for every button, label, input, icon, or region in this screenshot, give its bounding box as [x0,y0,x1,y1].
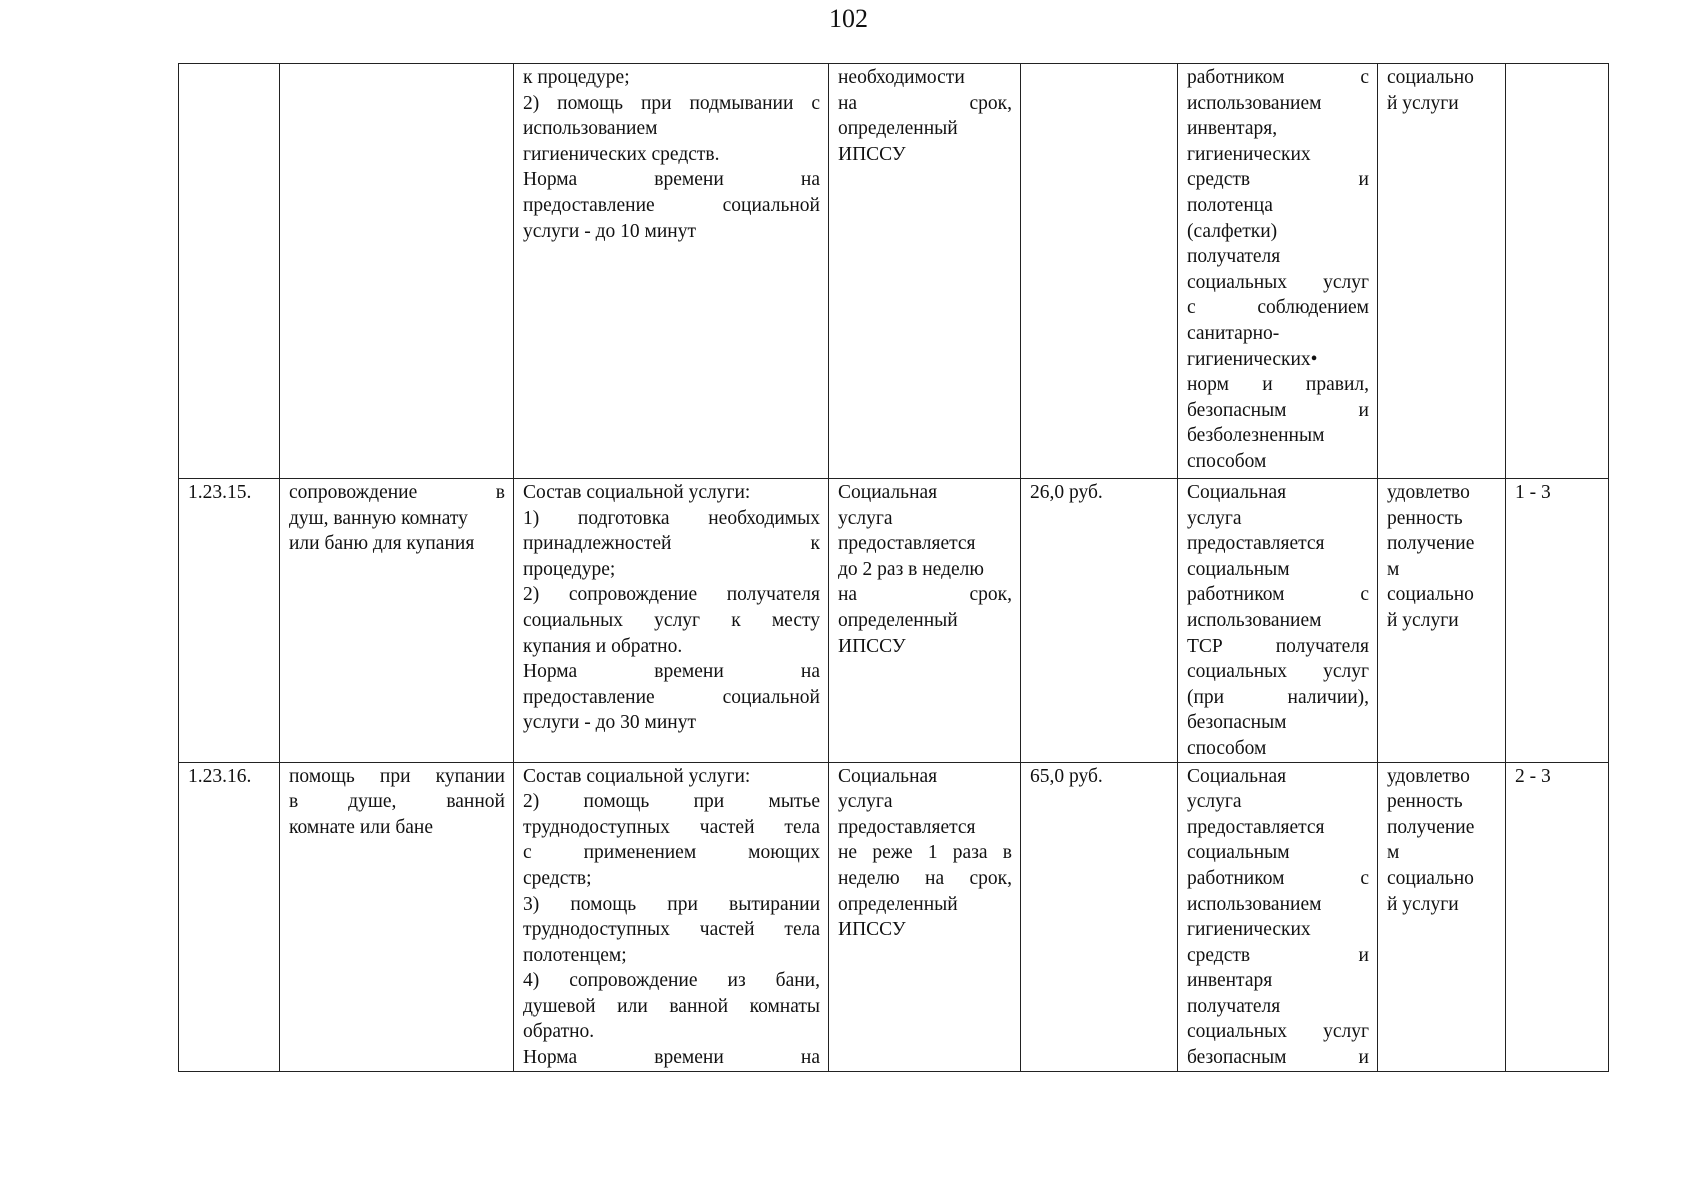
text-line: работником с [1187,67,1369,88]
text-line: социальных услуг [1187,271,1369,293]
text-line: Социальная [1187,765,1287,787]
text-line: услуга [1187,507,1242,529]
text-line: социально [1387,867,1474,889]
text-line: предоставляется [838,533,976,555]
text-line: 2) помощь при подмывании с [523,92,820,114]
text-line: Социальная [838,482,938,503]
text-line: на срок, [838,584,1012,606]
text-line: й услуги [1387,893,1459,915]
text-line: ТСР получателя [1187,635,1369,657]
text-line: использованием [1187,92,1322,114]
service-price-cell [1021,64,1178,479]
text-line: определенный [838,118,958,140]
text-line: инвентаря, [1187,118,1278,140]
text-line: ИПССУ [838,919,906,941]
text-line: труднодоступных частей тела [523,816,820,838]
text-line: помощь при купании [289,765,505,787]
text-line: Норма времени на [523,661,820,683]
text-line: использованием [523,118,658,140]
text-line: или баню для купания [289,533,475,555]
text-line: получателя [1187,995,1281,1017]
text-line: способом [1187,450,1267,472]
services-table [178,63,1609,1072]
text-line: на срок, [838,92,1012,114]
service-name-cell [280,64,514,479]
text-line: способом [1187,737,1267,759]
text-line: (при наличии), [1187,686,1369,708]
text-line: предоставление социальной [523,194,820,216]
text-line: социальных услуг [1187,1021,1369,1043]
text-line: необходимости [838,67,965,88]
text-line: предоставляется [1187,533,1325,555]
text-line: социальных услуг [1187,661,1369,683]
service-extra: 2 - 3 [1515,765,1551,787]
service-extra: 1 - 3 [1515,482,1551,503]
text-line: принадлежностей к [523,533,820,555]
text-line: Норма времени на [523,1047,820,1069]
service-result-cell [1378,64,1506,479]
service-name-cell [280,479,514,763]
text-line: м [1387,842,1400,864]
text-line: 1) подготовка необходимых [523,507,820,529]
text-line: получение [1387,816,1475,838]
text-line: сопровождение в [289,482,505,503]
text-line: 4) сопровождение из бани, [523,970,820,992]
text-line: услуга [838,791,893,813]
text-line: санитарно- [1187,322,1280,344]
text-line: м [1387,558,1400,580]
text-line: Социальная [838,765,938,787]
service-result-cell [1378,762,1506,1071]
service-extra-cell [1506,479,1609,763]
text-line: Социальная [1187,482,1287,503]
text-line: (салфетки) [1187,220,1278,242]
text-line: норм и правил, [1187,374,1369,396]
service-number: 1.23.15. [188,482,252,503]
text-line: ренность [1387,791,1463,813]
text-line: социальным [1187,842,1290,864]
text-line: социально [1387,584,1474,606]
table-row [179,479,1609,763]
text-line: инвентаря [1187,970,1273,992]
text-line: душевой или ванной комнаты [523,995,820,1017]
service-result-cell [1378,479,1506,763]
text-line: использованием [1187,609,1322,631]
text-line: предоставление социальной [523,686,820,708]
text-line: в душе, ванной [289,791,505,813]
text-line: процедуре; [523,558,616,580]
text-line: к процедуре; [523,67,630,88]
text-line: средств и [1187,169,1369,191]
text-line: услуги - до 30 минут [523,712,696,734]
text-line: услуги - до 10 минут [523,220,696,242]
text-line: ИПССУ [838,143,906,165]
text-line: душ, ванную комнату [289,507,468,529]
text-line: использованием [1187,893,1322,915]
service-terms-cell [1178,479,1378,763]
text-line: безопасным и [1187,399,1369,421]
text-line: гигиенических• [1187,348,1318,370]
service-period-cell [829,479,1021,763]
text-line: социальных услуг к месту [523,609,820,631]
text-line: получателя [1187,246,1281,268]
text-line: труднодоступных частей тела [523,919,820,941]
text-line: безопасным и [1187,1047,1369,1069]
text-line: удовлетво [1387,765,1470,787]
text-line: безболезненным [1187,425,1325,447]
text-line: полотенцем; [523,944,627,966]
text-line: Состав социальной услуги: [523,482,751,503]
text-line: купания и обратно. [523,635,683,657]
text-line: обратно. [523,1021,595,1043]
text-line: предоставляется [838,816,976,838]
text-line: 2) сопровождение получателя [523,584,820,606]
text-line: работником с [1187,584,1369,606]
service-price-cell [1021,762,1178,1071]
text-line: определенный [838,893,958,915]
text-line: гигиенических [1187,919,1311,941]
text-line: работником с [1187,867,1369,889]
page-number: 102 [829,4,868,33]
text-line: до 2 раз в неделю [838,558,984,580]
text-line: средств и [1187,944,1369,966]
service-extra-cell [1506,64,1609,479]
service-terms-cell [1178,762,1378,1071]
text-line: получение [1387,533,1475,555]
service-name-cell [280,762,514,1071]
text-line: Состав социальной услуги: [523,765,751,787]
text-line: й услуги [1387,609,1459,631]
text-line: 3) помощь при вытирании [523,893,820,915]
service-price: 65,0 руб. [1030,765,1103,787]
text-line: комнате или бане [289,816,433,838]
service-price-cell [1021,479,1178,763]
text-line: предоставляется [1187,816,1325,838]
text-line: с применением моющих [523,842,820,864]
text-line: услуга [838,507,893,529]
text-line: ИПССУ [838,635,906,657]
text-line: средств; [523,867,592,889]
text-line: социальным [1187,558,1290,580]
text-line: Норма времени на [523,169,820,191]
text-line: й услуги [1387,92,1459,114]
service-number: 1.23.16. [188,765,252,787]
service-number-cell [179,64,280,479]
text-line: 2) помощь при мытье [523,791,820,813]
text-line: неделю на срок, [838,867,1012,889]
service-number-cell [179,762,280,1071]
text-line: не реже 1 раза в [838,842,1012,864]
service-content-cell [514,479,829,763]
text-line: с соблюдением [1187,297,1369,319]
service-content-cell [514,762,829,1071]
text-line: гигиенических средств. [523,143,720,165]
text-line: удовлетво [1387,482,1470,503]
service-number-cell [179,479,280,763]
service-period-cell [829,64,1021,479]
text-line: ренность [1387,507,1463,529]
text-line: социально [1387,67,1474,88]
text-line: гигиенических [1187,143,1311,165]
table-row [179,762,1609,1071]
service-period-cell [829,762,1021,1071]
text-line: услуга [1187,791,1242,813]
table-row [179,64,1609,479]
text-line: полотенца [1187,194,1273,216]
service-content-cell [514,64,829,479]
service-price: 26,0 руб. [1030,482,1103,503]
text-line: определенный [838,609,958,631]
text-line: безопасным [1187,712,1287,734]
service-extra-cell [1506,762,1609,1071]
service-terms-cell [1178,64,1378,479]
